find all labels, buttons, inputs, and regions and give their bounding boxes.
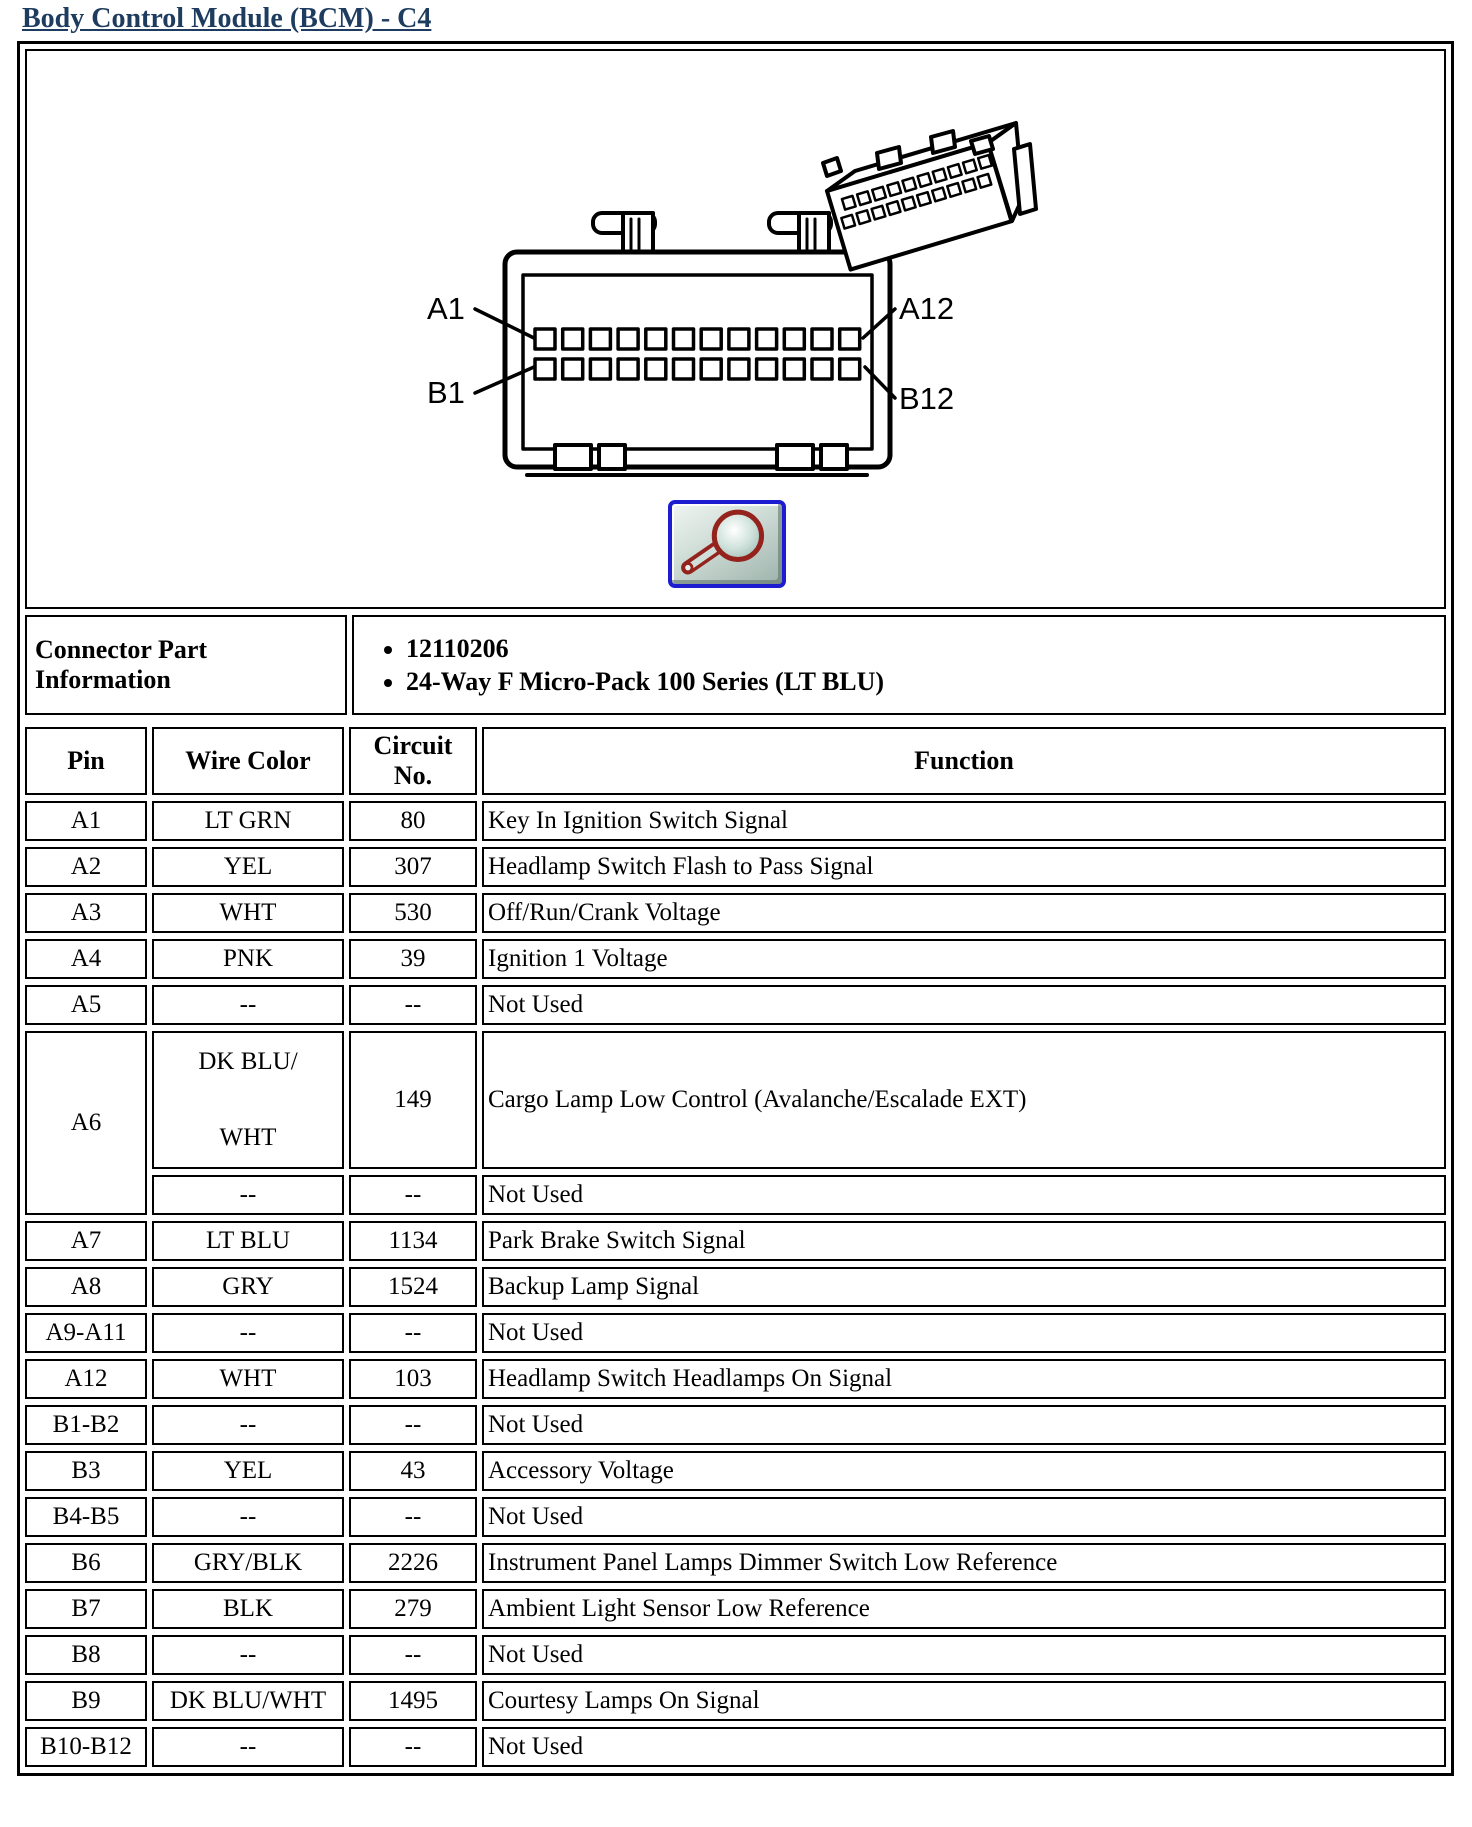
function-cell: Not Used [482, 1313, 1446, 1353]
function-cell: Not Used [482, 1635, 1446, 1675]
wire-color-cell: GRY [152, 1267, 344, 1307]
table-row [25, 1727, 1446, 1767]
pinout-table [20, 721, 1451, 1773]
wire-color-cell: GRY/BLK [152, 1543, 344, 1583]
table-row [25, 1635, 1446, 1675]
wire-color-cell: DK BLU/ WHT [152, 1031, 344, 1169]
table-row [25, 1175, 1446, 1215]
function-cell: Not Used [482, 1727, 1446, 1767]
connector-image-cell [25, 49, 1446, 609]
pin-cell: A6 [25, 1031, 147, 1215]
function-cell: Accessory Voltage [482, 1451, 1446, 1491]
pin-cell: A7 [25, 1221, 147, 1261]
pin-label-a12: A12 [899, 291, 955, 326]
wire-color-cell: -- [152, 985, 344, 1025]
circuit-cell: 1495 [349, 1681, 477, 1721]
part-info-bullet: • 24-Way F Micro-Pack 100 Series (LT BLU) [406, 665, 1444, 698]
function-cell: Instrument Panel Lamps Dimmer Switch Low Reference [482, 1543, 1446, 1583]
circuit-cell: 1524 [349, 1267, 477, 1307]
wire-color-cell: WHT [152, 893, 344, 933]
pin-cell: A12 [25, 1359, 147, 1399]
pin-cell: B9 [25, 1681, 147, 1721]
wire-color-cell: LT BLU [152, 1221, 344, 1261]
pin-cell: A2 [25, 847, 147, 887]
table-row [25, 1359, 1446, 1399]
part-info-values [352, 615, 1446, 715]
pin-cell: A4 [25, 939, 147, 979]
pin-label-b12: B12 [899, 381, 955, 416]
magnifier-icon [672, 504, 782, 584]
pin-label-a1: A1 [427, 291, 465, 326]
connector-lock-tabs [593, 213, 831, 255]
function-cell: Not Used [482, 985, 1446, 1025]
table-row [25, 1589, 1446, 1629]
pin-cell: A9-A11 [25, 1313, 147, 1353]
wire-color-cell: LT GRN [152, 801, 344, 841]
circuit-cell: -- [349, 1635, 477, 1675]
function-cell: Courtesy Lamps On Signal [482, 1681, 1446, 1721]
pin-cell: A5 [25, 985, 147, 1025]
function-cell: Not Used [482, 1497, 1446, 1537]
table-row [25, 801, 1446, 841]
function-cell: Park Brake Switch Signal [482, 1221, 1446, 1261]
table-row [25, 847, 1446, 887]
header-function: Function [482, 727, 1446, 795]
part-info-bullets [354, 632, 1444, 698]
pin-label-b1: B1 [427, 375, 465, 410]
circuit-cell: -- [349, 1313, 477, 1353]
circuit-cell: 279 [349, 1589, 477, 1629]
function-cell: Backup Lamp Signal [482, 1267, 1446, 1307]
table-row [25, 1313, 1446, 1353]
function-cell: Key In Ignition Switch Signal [482, 801, 1446, 841]
table-row [25, 1497, 1446, 1537]
part-info-label: Connector Part Information [25, 615, 347, 715]
function-cell: Off/Run/Crank Voltage [482, 893, 1446, 933]
wire-color-cell: PNK [152, 939, 344, 979]
table-row [25, 1031, 1446, 1169]
circuit-cell: -- [349, 1175, 477, 1215]
pin-table-body [25, 801, 1446, 1767]
circuit-cell: -- [349, 1405, 477, 1445]
function-cell: Not Used [482, 1175, 1446, 1215]
wire-color-cell: -- [152, 1175, 344, 1215]
function-cell: Not Used [482, 1405, 1446, 1445]
wire-color-cell: WHT [152, 1359, 344, 1399]
pinout-header-row [25, 727, 1446, 795]
table-row [25, 1405, 1446, 1445]
circuit-cell: -- [349, 1497, 477, 1537]
wire-color-cell: -- [152, 1313, 344, 1353]
circuit-cell: 80 [349, 801, 477, 841]
circuit-cell: -- [349, 1727, 477, 1767]
part-info-row [25, 615, 1446, 715]
pin-cell: A1 [25, 801, 147, 841]
wire-color-cell: YEL [152, 847, 344, 887]
table-row [25, 939, 1446, 979]
function-cell: Ambient Light Sensor Low Reference [482, 1589, 1446, 1629]
table-row [25, 893, 1446, 933]
circuit-cell: 307 [349, 847, 477, 887]
function-cell: Cargo Lamp Low Control (Avalanche/Escalade EXT) [482, 1031, 1446, 1169]
pin-cell: A3 [25, 893, 147, 933]
circuit-cell: 103 [349, 1359, 477, 1399]
table-row [25, 985, 1446, 1025]
function-cell: Headlamp Switch Flash to Pass Signal [482, 847, 1446, 887]
part-info-table [20, 609, 1451, 721]
wire-color-cell: DK BLU/WHT [152, 1681, 344, 1721]
wire-color-cell: -- [152, 1727, 344, 1767]
table-row [25, 1267, 1446, 1307]
wire-color-cell: -- [152, 1497, 344, 1537]
page-title[interactable]: Body Control Module (BCM) - C4 [22, 3, 432, 34]
connector-info-frame [17, 41, 1454, 1776]
circuit-cell: 1134 [349, 1221, 477, 1261]
function-cell: Ignition 1 Voltage [482, 939, 1446, 979]
table-row [25, 1221, 1446, 1261]
circuit-cell: 530 [349, 893, 477, 933]
pin-cell: A8 [25, 1267, 147, 1307]
circuit-cell: -- [349, 985, 477, 1025]
table-row [25, 1681, 1446, 1721]
header-pin: Pin [25, 727, 147, 795]
wire-color-cell: YEL [152, 1451, 344, 1491]
part-info-bullet: • 12110206 [406, 632, 1444, 665]
table-row [25, 1543, 1446, 1583]
function-cell: Headlamp Switch Headlamps On Signal [482, 1359, 1446, 1399]
header-circuit-no: Circuit No. [349, 727, 477, 795]
pin-cell: B8 [25, 1635, 147, 1675]
pin-cell: B1-B2 [25, 1405, 147, 1445]
pin-cell: B6 [25, 1543, 147, 1583]
circuit-cell: 149 [349, 1031, 477, 1169]
header-wire-color: Wire Color [152, 727, 344, 795]
connector-isometric-view [823, 123, 1036, 270]
wire-color-cell: -- [152, 1405, 344, 1445]
pin-cell: B10-B12 [25, 1727, 147, 1767]
pin-cell: B3 [25, 1451, 147, 1491]
wire-color-cell: BLK [152, 1589, 344, 1629]
pin-cell: B4-B5 [25, 1497, 147, 1537]
circuit-cell: 39 [349, 939, 477, 979]
zoom-button[interactable] [668, 500, 786, 588]
wire-color-cell: -- [152, 1635, 344, 1675]
circuit-cell: 43 [349, 1451, 477, 1491]
circuit-cell: 2226 [349, 1543, 477, 1583]
pin-cell: B7 [25, 1589, 147, 1629]
table-row [25, 1451, 1446, 1491]
